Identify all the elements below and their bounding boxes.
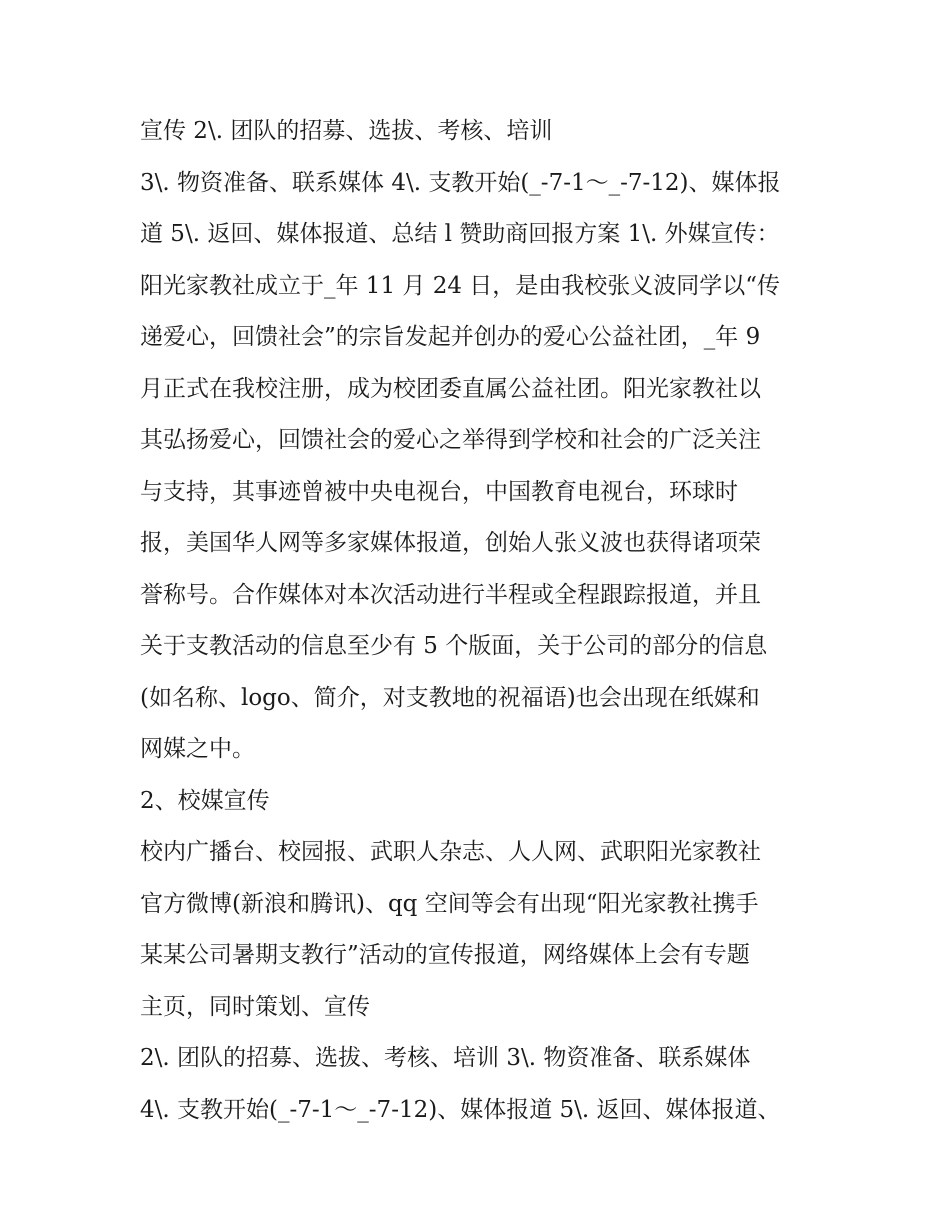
text-line: 某某公司暑期支教行”活动的宣传报道，网络媒体上会有专题 [140, 942, 750, 968]
text-line: 其弘扬爱心，回馈社会的爱心之举得到学校和社会的广泛关注 [140, 427, 761, 453]
text-line: 月正式在我校注册，成为校团委直属公益社团。阳光家教社以 [140, 375, 761, 402]
text-line: 校内广播台、校园报、武职人杂志、人人网、武职阳光家教社 [140, 839, 761, 865]
text-line: 4\. 支教开始(_-7-1～_-7-12)、媒体报道 5\. 返回、媒体报道、 [140, 1096, 781, 1123]
text-line: 网媒之中。 [140, 736, 255, 762]
text-line: 与支持，其事迹曾被中央电视台，中国教育电视台，环球时 [140, 478, 738, 505]
document-body [140, 106, 820, 1136]
text-line: 关于支教活动的信息至少有 5 个版面，关于公司的部分的信息 [140, 633, 768, 659]
text-line: 阳光家教社成立于_年 11 月 24 日，是由我校张义波同学以“传 [140, 272, 781, 299]
text-line: (如名称、logo、简介，对支教地的祝福语)也会出现在纸媒和 [140, 684, 760, 711]
text-line: 递爱心，回馈社会”的宗旨发起并创办的爱心公益社团，_年 9 [140, 324, 761, 350]
section-heading: 2、校媒宣传 [140, 787, 270, 814]
text-line: 道 5\. 返回、媒体报道、总结 l 赞助商回报方案 1\. 外媒宣传： [140, 221, 780, 247]
text-line: 官方微博(新浪和腾讯)、qq 空间等会有出现“阳光家教社携手 [140, 890, 759, 917]
text-line: 宣传 2\. 团队的招募、选拔、考核、培训 [140, 118, 553, 144]
text-line: 主页，同时策划、宣传 [140, 993, 370, 1020]
text-line: 2\. 团队的招募、选拔、考核、培训 3\. 物资准备、联系媒体 [140, 1045, 751, 1071]
text-line: 3\. 物资准备、联系媒体 4\. 支教开始(_-7-1～_-7-12)、媒体报 [140, 169, 781, 196]
text-line: 报，美国华人网等多家媒体报道，创始人张义波也获得诸项荣 [140, 530, 761, 556]
text-line: 誉称号。合作媒体对本次活动进行半程或全程跟踪报道，并且 [140, 581, 761, 608]
